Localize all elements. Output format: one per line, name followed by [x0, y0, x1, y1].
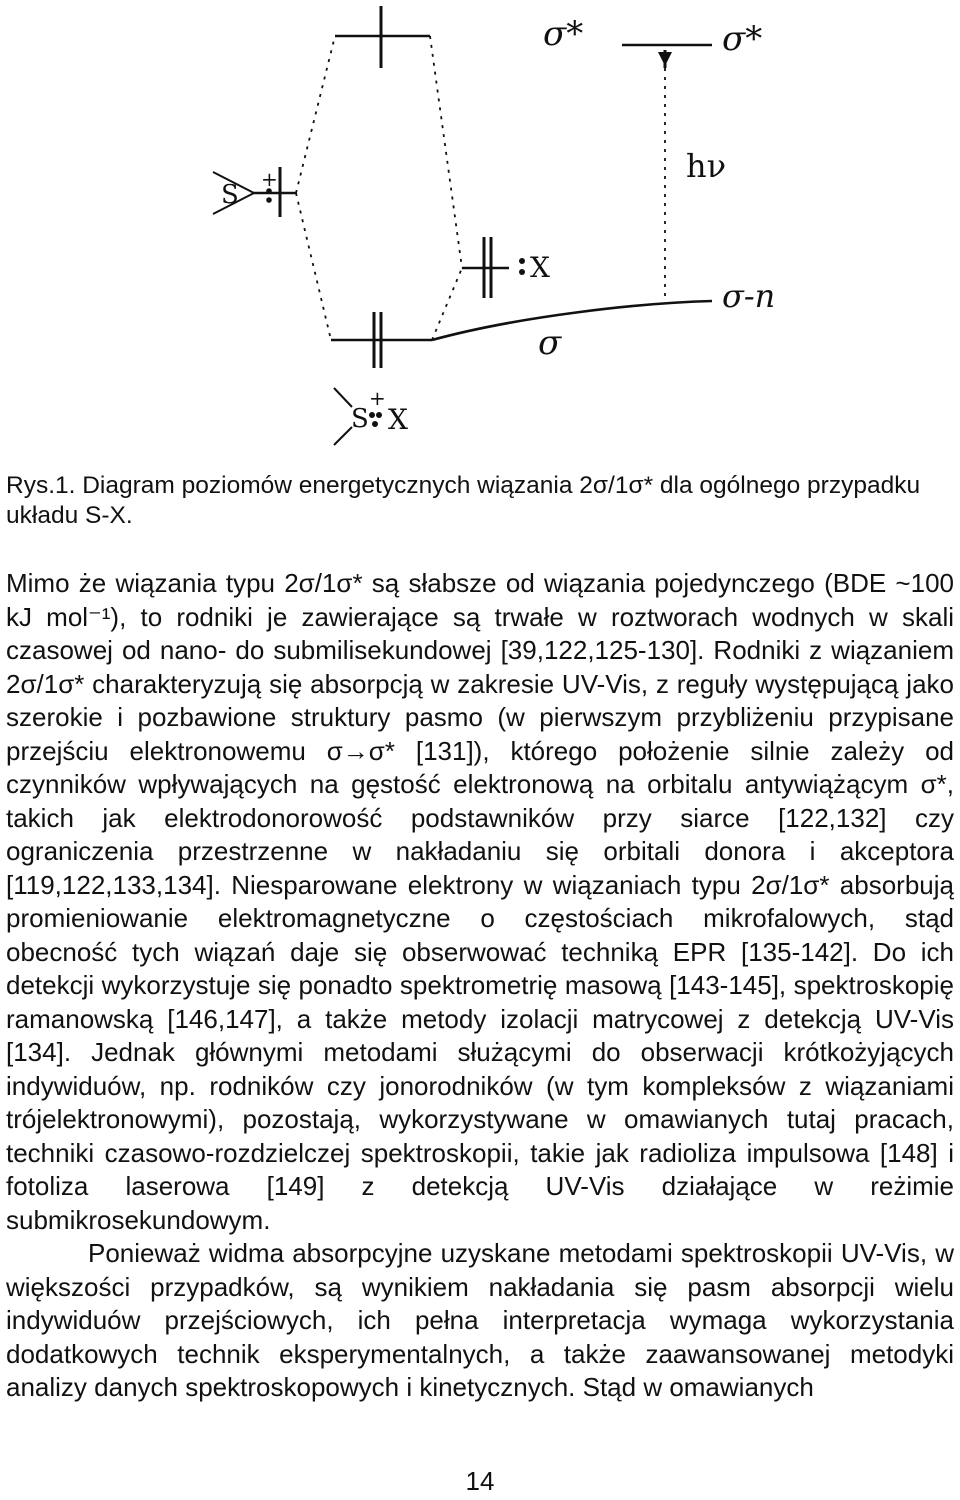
s-charge-label: + — [261, 167, 278, 191]
body-text — [6, 567, 954, 1405]
transition-arrowhead — [658, 52, 672, 66]
sigma-mo-label: σ — [538, 323, 562, 363]
sigma-n-label: σ-n — [722, 277, 776, 315]
sx-x-label: X — [388, 403, 408, 436]
figure-caption: Rys.1. Diagram poziomów energetycznych wiązania 2σ/1σ* dla ogólnego przypadku układu S-X. — [6, 472, 921, 529]
page-number: 14 — [465, 1466, 495, 1496]
sx-s-label: S — [351, 404, 369, 434]
x-atom-label: X — [530, 251, 550, 284]
paragraph: Ponieważ widma absorpcyjne uzyskane metodami spektroskopii UV-Vis, w większości przypadków, są wynikiem nakładania się pasm absorpcji wielu indywiduów przejściowych, ich pełna interpretacja wymaga wykorzystania dodatkowych technik eksperymentalnych, a także zaawansowanej metodyki analizy danych spektroskopowych i kinetycznych. Stąd w omawianych — [6, 1238, 954, 1402]
s-atom-label: S — [221, 180, 239, 210]
energy-level-diagram — [0, 0, 960, 470]
sx-charge-label: + — [369, 386, 386, 410]
sigma-star-mo-label: σ* — [543, 14, 584, 54]
sigma-star-right-label: σ* — [722, 19, 763, 59]
hv-label: hν — [686, 147, 727, 185]
sigma-n-level — [432, 301, 712, 340]
paragraph: Mimo że wiązania typu 2σ/1σ* są słabsze od wiązania pojedynczego (BDE ~100 kJ mol⁻¹), to rodniki je zawierające są trwałe w roztworach wodnych w skali czasowej od nano- do submilisekundowej [39,122,125-130]. Rodniki z wiązaniem 2σ/1σ* charakteryzują się absorpcją w zakresie UV-Vis, z reguły występującą jako szerokie i pozbawione struktury pasmo (w pierwszym przybliżeniu przypisane przejściu elektronowemu σ→σ* [131]), którego położenie silnie zależy od czynników wpływających na gęstość elektronową na orbitalu antywiążącym σ*, takich jak elektrodonorowość podstawników przy siarce [122,132] czy ograniczenia przestrzenne w nakładaniu się orbitali donora i akceptora [119,122,133,134]. Niesparowane elektrony w wiązaniach typu 2σ/1σ* absorbują promieniowanie elektromagnetyczne o częstościach mikrofalowych, stąd obecność tych wiązań daje się obserwować techniką EPR [135-142]. Do ich detekcji wykorzystuje się ponadto spektrometrię masową [143-145], spektroskopię ramanowską [146,147], a także metody izolacji matrycowej z detekcją UV-Vis [134]. Jednak głównymi metodami służącymi do obserwacji krótkożyjących indywiduów, np. rodników czy jonorodników (w tym kompleksów z wiązaniami trójelektronowymi), pozostają, wykorzystywane w omawianych tutaj pracach, techniki czasowo-rozdzielczej spektroskopii, takie jak radioliza impulsowa [148] i fotoliza laserowa [149] z detekcją UV-Vis działające w reżimie submikrosekundowym. — [6, 568, 954, 1235]
